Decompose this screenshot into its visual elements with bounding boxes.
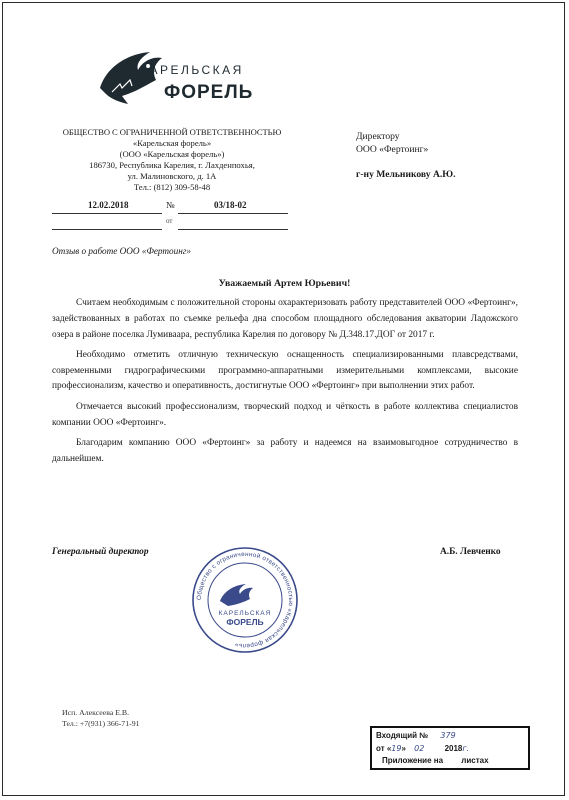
- addressee-company: ООО «Фертоинг»: [356, 144, 429, 155]
- signatory-name: А.Б. Левченко: [440, 547, 501, 557]
- number-underline: [178, 213, 288, 214]
- addressee-block: [356, 130, 536, 181]
- from-label: от: [166, 217, 173, 225]
- letter-subject: Отзыв о работе ООО «Фертоинг»: [52, 246, 191, 256]
- company-seal: [190, 545, 300, 655]
- incoming-attach-suffix: листах: [461, 756, 489, 765]
- paragraph: Благодарим компанию ООО «Фертоинг» за работу и надеемся на взаимовыгодное сотрудничество в дальнейшем.: [52, 437, 518, 464]
- sender-line: ОБЩЕСТВО С ОГРАНИЧЕННОЙ ОТВЕТСТВЕННОСТЬЮ: [62, 127, 282, 137]
- addressee-name: г-ну Мельникову А.Ю.: [356, 169, 456, 180]
- incoming-attach-label: Приложение на: [382, 756, 444, 765]
- executor-name: Исп. Алексеева Е.В.: [62, 708, 130, 717]
- sender-line: «Карельская форель»: [132, 138, 212, 148]
- incoming-from-label: от: [376, 743, 385, 753]
- incoming-registration-stamp: Входящий № 379 от «19» 02 2018г. Приложение на листах: [370, 726, 530, 770]
- sender-line: Тел.: (812) 309-58-48: [133, 182, 211, 192]
- incoming-day: 19: [391, 743, 402, 753]
- logo-text-2: ФОРЕЛЬ: [164, 82, 254, 103]
- greeting: Уважаемый Артем Юрьевич!: [218, 278, 351, 289]
- outgoing-no-sign: №: [166, 200, 175, 210]
- incoming-month: 02: [414, 743, 425, 753]
- incoming-no-value: 379: [440, 731, 456, 740]
- outgoing-date: 12.02.2018: [88, 200, 129, 210]
- sender-line: (ООО «Карельская форель»): [119, 149, 225, 159]
- paragraph: Необходимо отметить отличную техническую оснащенность специализированными плавсредствами, современными гидрографическими программно-аппаратными измерительными комплексами, высокие профессионализм, качество и оперативность, достигнутые ООО «Фертоинг» при выполнении этих работ.: [52, 349, 518, 392]
- sender-block: [52, 127, 292, 193]
- seal-ring-text: Общество с ограниченной ответственностью «Карельская форель»: [195, 550, 295, 650]
- sender-line: ул. Малиновского, д. 1А: [127, 171, 217, 181]
- seal-text-2: ФОРЕЛЬ: [226, 617, 264, 627]
- incoming-no-label: Входящий №: [376, 731, 429, 740]
- incoming-year-suffix: г.: [462, 743, 470, 753]
- logo-text-1: КАРЕЛЬСКАЯ: [140, 63, 244, 77]
- signatory-title: Генеральный директор: [52, 547, 149, 557]
- letter-body: [52, 296, 518, 472]
- date-underline: [52, 213, 162, 214]
- company-logo: [92, 40, 272, 108]
- sender-line: 186730, Республика Карелия, г. Лахденпохья,: [89, 160, 255, 170]
- incoming-year: 2018: [444, 743, 463, 753]
- paragraph: Отмечается высокий профессионализм, творческий подход и чёткость в работе коллектива специалистов компании ООО «Фертоинг».: [52, 401, 518, 428]
- reply-number-underline: [178, 229, 288, 230]
- addressee-position: Директору: [356, 131, 400, 142]
- executor-block: [62, 708, 140, 729]
- paragraph: Считаем необходимым с положительной стороны охарактеризовать работу представителей ООО «Фертоинг», задействованных в работах по съемке рельефа дна способом площадного обследования акватории Ладожского озера в районе поселка Лумиваара, республика Карелия по договору № Д.348.17.ДОГ от 2017 г.: [52, 298, 518, 340]
- executor-phone: Тел.: +7(931) 366-71-91: [62, 718, 140, 728]
- reply-date-underline: [52, 229, 162, 230]
- seal-text-1: КАРЕЛЬСКАЯ: [218, 610, 272, 617]
- outgoing-number: 03/18-02: [214, 200, 247, 210]
